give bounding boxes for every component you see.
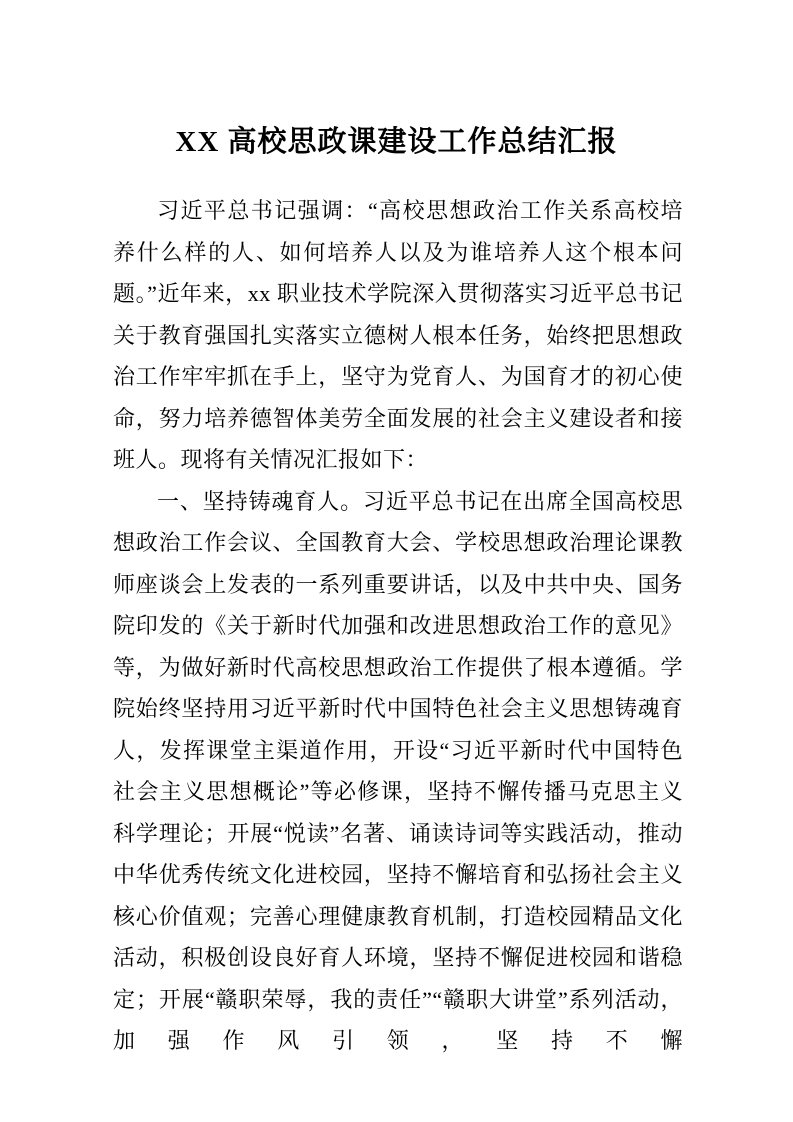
document-title: XX 高校思政课建设工作总结汇报 [175,126,618,158]
paragraph-intro-text: 习近平总书记强调：“高校思想政治工作关系高校培养什么样的人、如何培养人以及为谁培养人这个根本问题。”近年来，xx 职业技术学院深入贯彻落实习近平总书记关于教育强国扎实落实立德树人根本任务，始终把思想政治工作牢牢抓在手上，坚守为党育人、为国育才的初心使命，努力培养德智体美劳全面发展的社会主义建设者和接班人。现将有关情况汇报如下： [113,198,683,472]
document-body [113,190,683,1062]
paragraph-section-1 [113,481,683,1062]
paragraph-section-1-text: 习近平总书记在出席全国高校思想政治工作会议、全国教育大会、学校思想政治理论课教师座谈会上发表的一系列重要讲话，以及中共中央、国务院印发的《关于新时代加强和改进思想政治工作的意见》等，为做好新时代高校思想政治工作提供了根本遵循。学院始终坚持用习近平新时代中国特色社会主义思想铸魂育人，发挥课堂主渠道作用，开设“习近平新时代中国特色社会主义思想概论”等必修课，坚持不懈传播马克思主义科学理论；开展“悦读”名著、诵读诗词等实践活动，推动中华优秀传统文化进校园，坚持不懈培育和弘扬社会主义核心价值观；完善心理健康教育机制，打造校园精品文化活动，积极创设良好育人环境，坚持不懈促进校园和谐稳定；开展“赣职荣辱，我的责任”“赣职大讲堂”系列活动，加强作风引领，坚持不懈 [113,488,683,1053]
section-1-heading: 一、坚持铸魂育人。 [157,488,363,514]
paragraph-intro [113,190,683,481]
